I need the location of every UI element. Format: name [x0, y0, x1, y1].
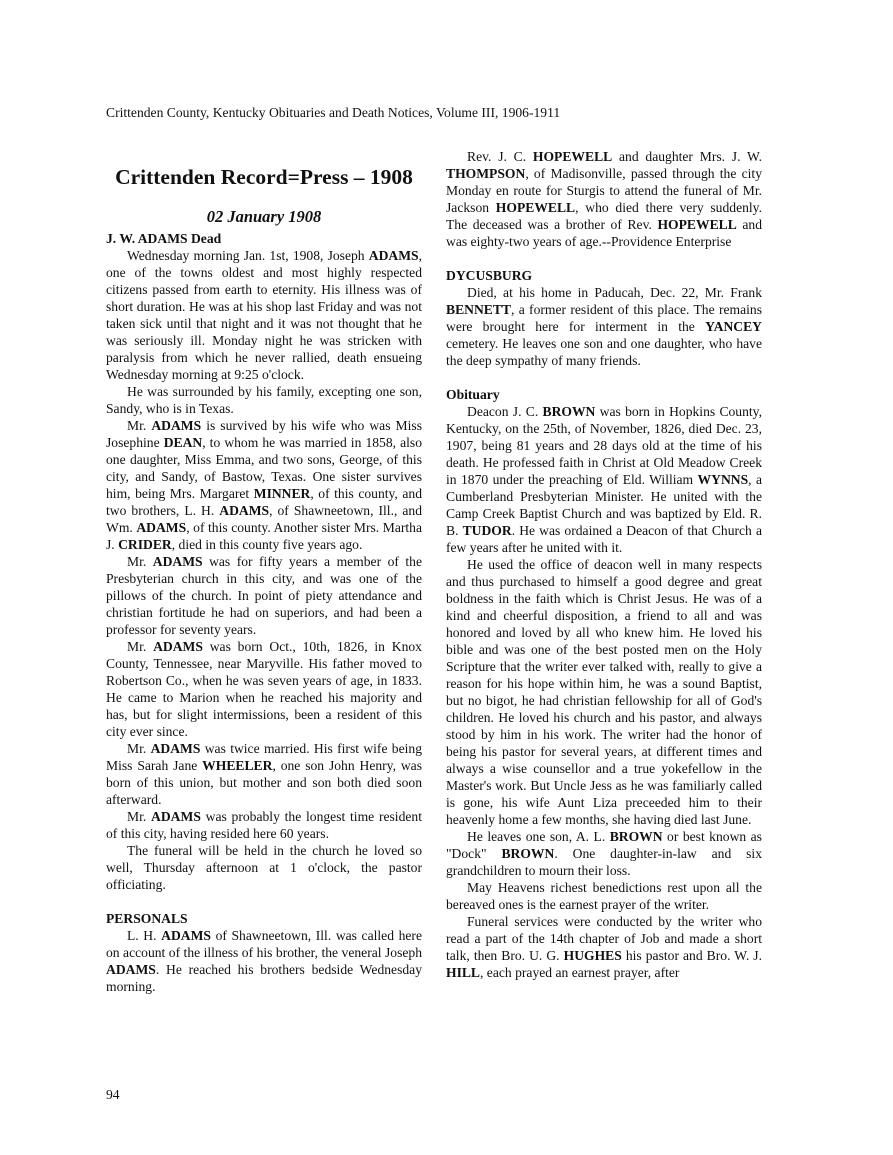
- text-run: Mr.: [127, 639, 154, 654]
- text-run: . One daughter-in-law and six grandchildren to mourn their loss.: [446, 846, 762, 878]
- text-run: , of Madisonville, passed through the city Monday en route for Sturgis to attend the funeral of Mr. Jackson: [446, 166, 762, 215]
- text-run: , one son John Henry, was born of this union, but mother and son both died soon afterward.: [106, 758, 423, 807]
- left-column: [106, 148, 422, 995]
- text-run: , one of the towns oldest and most highly respected citizens passed from earth to eternity. His illness was of short duration. He was at his shop last Friday and was not taken sick until that night and it was not thought that he was seriously ill. Monday night he was stricken with paralysis from which he never rallied, death ensueing Wednesday morning at 9:25 o'clock.: [106, 248, 422, 382]
- text-run: He leaves one son, A. L.: [467, 829, 610, 844]
- text-run: . He was ordained a Deacon of that Church a few years after he united with it.: [446, 523, 762, 555]
- paragraph: [106, 638, 422, 740]
- surname-bold: ADAMS: [152, 554, 203, 569]
- surname-bold: THOMPSON: [446, 166, 526, 181]
- surname-bold: BENNETT: [446, 302, 511, 317]
- surname-bold: HUGHES: [563, 948, 622, 963]
- surname-bold: DEAN: [163, 435, 203, 450]
- surname-bold: ADAMS: [219, 503, 270, 518]
- date-heading: 02 January 1908: [206, 207, 322, 226]
- article-heading-adams-dead: J. W. ADAMS Dead: [106, 231, 222, 246]
- article-heading-obituary: Obituary: [446, 387, 500, 402]
- text-run: Mr.: [127, 809, 152, 824]
- page-number: 94: [106, 1087, 120, 1102]
- surname-bold: TUDOR: [462, 523, 512, 538]
- text-run: of Shawneetown, Ill. was called here on account of the illness of his brother, the veneral Joseph: [106, 928, 422, 960]
- paragraph: [106, 740, 422, 808]
- publication-title: Crittenden Record=Press – 1908: [115, 165, 413, 189]
- text-run: , died in this county five years ago.: [171, 537, 363, 552]
- text-run: was for fifty years a member of the Presbyterian church in this city, and was one of the pillows of the church. In point of piety attendance and christian fortitude he had on superiors, and had been a professor for seventy years.: [106, 554, 422, 637]
- text-run: Mr.: [127, 418, 152, 433]
- surname-bold: ADAMS: [106, 962, 156, 977]
- text-run: . He reached his brothers bedside Wednesday morning.: [106, 962, 422, 994]
- text-run: Funeral services were conducted by the writer who read a part of the 14th chapter of Job and made a short talk, then Bro. U. G.: [446, 914, 762, 963]
- surname-bold: CRIDER: [118, 537, 172, 552]
- surname-bold: ADAMS: [153, 639, 203, 654]
- text-run: and was eighty-two years of age.--Providence Enterprise: [446, 217, 762, 249]
- text-run: was probably the longest time resident of this city, having resided here 60 years.: [106, 809, 422, 841]
- text-run: , who died there very suddenly. The deceased was a brother of Rev.: [446, 200, 762, 232]
- section-spacer: [446, 250, 762, 267]
- article-body-hopewell: [446, 148, 762, 250]
- paragraph: [106, 247, 422, 383]
- article-body-adams-dead: [106, 247, 422, 893]
- text-run: or best known as "Dock": [446, 829, 762, 861]
- text-run: L. H.: [127, 928, 162, 943]
- text-run: , of Shawneetown, Ill., and Wm.: [106, 503, 422, 535]
- surname-bold: ADAMS: [161, 928, 211, 943]
- paragraph: [446, 913, 762, 981]
- text-run: Wednesday morning Jan. 1st, 1908, Joseph: [127, 248, 369, 263]
- text-run: Died, at his home in Paducah, Dec. 22, Mr. Frank: [467, 285, 762, 300]
- surname-bold: BROWN: [609, 829, 663, 844]
- paragraph: [446, 403, 762, 556]
- paragraph: [106, 808, 422, 842]
- text-run: was born Oct., 10th, 1826, in Knox County, Tennessee, near Maryville. His father moved to Robertson Co., when he was seven years of age, in 1833. He came to Marion when he reached his majority and has, but for slight intermissions, been a resident of this city ever since.: [106, 639, 422, 739]
- surname-bold: ADAMS: [136, 520, 187, 535]
- surname-bold: HILL: [446, 965, 480, 980]
- text-run: May Heavens richest benedictions rest upon all the bereaved ones is the earnest prayer of the writer.: [446, 880, 762, 912]
- text-run: his pastor and Bro. W. J.: [621, 948, 762, 963]
- text-run: , a former resident of this place. The remains were brought here for interment in the: [446, 302, 762, 334]
- text-run: Deacon J. C.: [467, 404, 543, 419]
- text-run: and daughter Mrs. J. W.: [612, 149, 763, 164]
- article-body-obituary: [446, 403, 762, 981]
- right-column: [446, 148, 762, 981]
- article-heading-dycusburg: DYCUSBURG: [446, 268, 533, 283]
- text-run: Rev. J. C.: [467, 149, 533, 164]
- article-heading-personals: PERSONALS: [106, 911, 188, 926]
- paragraph: [106, 842, 422, 893]
- running-header: Crittenden County, Kentucky Obituaries and Death Notices, Volume III, 1906-1911: [106, 105, 561, 120]
- surname-bold: MINNER: [253, 486, 311, 501]
- paragraph: [446, 828, 762, 879]
- surname-bold: ADAMS: [150, 741, 201, 756]
- surname-bold: HOPEWELL: [532, 149, 613, 164]
- paragraph: [106, 927, 422, 995]
- text-run: was twice married. His first wife being Miss Sarah Jane: [106, 741, 422, 773]
- paragraph: [446, 284, 762, 369]
- text-run: , to whom he was married in 1858, also one daughter, Miss Emma, and two sons, George, of this city, and Sandy, of Bastow, Texas. One sister survives him, being Mrs. Margaret: [106, 435, 422, 501]
- surname-bold: YANCEY: [705, 319, 762, 334]
- surname-bold: HOPEWELL: [657, 217, 737, 232]
- paragraph: [446, 556, 762, 828]
- paragraph: [106, 383, 422, 417]
- paragraph: [446, 148, 762, 250]
- text-run: The funeral will be held in the church he loved so well, Thursday afternoon at 1 o'clock, the pastor officiating.: [106, 843, 422, 892]
- section-spacer: [106, 893, 422, 910]
- surname-bold: ADAMS: [151, 809, 201, 824]
- text-run: , of this county, and two brothers, L. H.: [106, 486, 422, 518]
- surname-bold: BROWN: [501, 846, 555, 861]
- text-run: cemetery. He leaves one son and one daughter, who have the deep sympathy of many friends.: [446, 336, 762, 368]
- text-run: , of this county. Another sister Mrs. Martha J.: [106, 520, 422, 552]
- paragraph: [106, 553, 422, 638]
- article-body-personals: [106, 927, 422, 995]
- section-spacer: [446, 369, 762, 386]
- surname-bold: ADAMS: [368, 248, 419, 263]
- surname-bold: HOPEWELL: [495, 200, 576, 215]
- text-run: , each prayed an earnest prayer, after: [480, 965, 680, 980]
- paragraph: [106, 417, 422, 553]
- surname-bold: WHEELER: [202, 758, 273, 773]
- text-run: He was surrounded by his family, excepting one son, Sandy, who is in Texas.: [106, 384, 422, 416]
- surname-bold: ADAMS: [151, 418, 202, 433]
- text-run: He used the office of deacon well in many respects and thus purchased to himself a good degree and great boldness in the faith which is Christ Jesus. He was of a kind and cheerful disposition, a friend to all and was honored and loved by all who knew him. He loved his bible and was one of the best posted men on the Holy Scripture that the writer ever talked with, really to give a reason for his hope within him, he was a sound Baptist, but no bigot, he had christian fellowship for all of God's children. He loved his church and his pastor, and always stood by him in his work. The writer had the honor of being his pastor for several years, at different times and always a wise counsellor and a true yokefellow in the Master's work. But Uncle Jess as he was familiarly called is gone, his wife Aunt Liza preceeded him to their heavenly home a few months, she having died last June.: [446, 557, 762, 827]
- surname-bold: BROWN: [542, 404, 596, 419]
- text-run: was born in Hopkins County, Kentucky, on the 25th, of November, 1826, died Dec. 23, 1907, being 81 years and 28 days old at the time of his death. He professed faith in Christ at Old Meadow Creek in 1870 under the preaching of Eld. William: [446, 404, 762, 487]
- text-run: is survived by his wife who was Miss Josephine: [106, 418, 422, 450]
- surname-bold: WYNNS: [697, 472, 749, 487]
- article-body-dycusburg: [446, 284, 762, 369]
- text-run: , a Cumberland Presbyterian Minister. He united with the Camp Creek Baptist Church and was baptized by Eld. R. B.: [446, 472, 762, 538]
- paragraph: [446, 879, 762, 913]
- text-run: Mr.: [127, 741, 151, 756]
- text-run: Mr.: [127, 554, 153, 569]
